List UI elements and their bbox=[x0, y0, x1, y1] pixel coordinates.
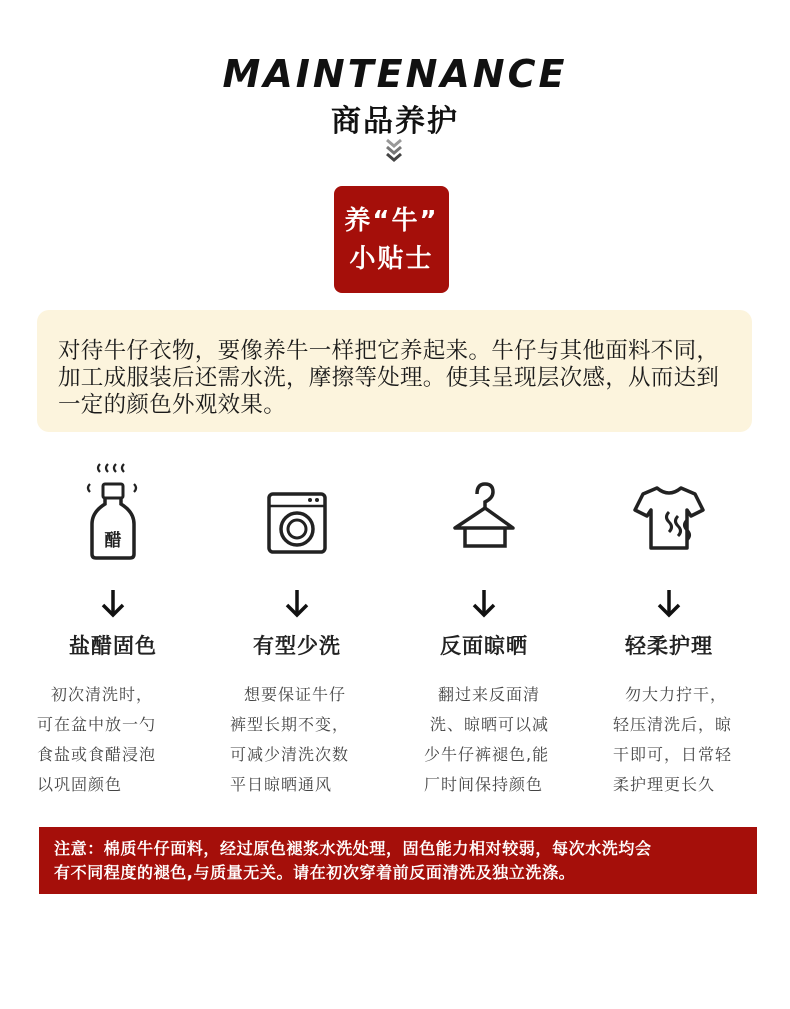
section-title-chinese: 商品养护 bbox=[331, 104, 459, 139]
step-description-line: 轻压清洗后，晾 bbox=[613, 715, 733, 734]
tips-badge bbox=[334, 186, 449, 293]
care-step-salt-vinegar bbox=[23, 462, 203, 794]
step-description-line: 可在盆中放一勺 bbox=[37, 715, 157, 734]
step-title: 轻柔护理 bbox=[625, 634, 713, 658]
step-description-line: 翻过来反面清 bbox=[438, 685, 541, 704]
tips-badge-line2: 小贴士 bbox=[349, 243, 434, 274]
intro-box bbox=[37, 310, 752, 432]
step-description bbox=[37, 680, 187, 800]
arrow-down-icon bbox=[654, 586, 684, 620]
section-title-english: MAINTENANCE bbox=[222, 52, 568, 96]
step-title: 有型少洗 bbox=[253, 634, 341, 658]
arrow-down-icon bbox=[98, 586, 128, 620]
intro-text: 对待牛仔衣物，要像养牛一样把它养起来。牛仔与其他面料不同，加工成服装后还需水洗，摩擦等处理。使其呈现层次感，从而达到一定的颜色外观效果。 bbox=[58, 338, 720, 418]
step-description-line: 裤型长期不变， bbox=[230, 715, 350, 734]
notice-line: 有不同程度的褪色,与质量无关。请在初次穿着前反面清洗及独立洗涤。 bbox=[54, 863, 576, 882]
step-description-line: 想要保证牛仔 bbox=[244, 685, 347, 704]
arrow-down-icon bbox=[469, 586, 499, 620]
step-description bbox=[230, 680, 380, 800]
step-title: 反面晾晒 bbox=[440, 634, 528, 658]
notice-line: 注意：棉质牛仔面料，经过原色褪浆水洗处理，固色能力相对较弱，每次水洗均会 bbox=[54, 839, 652, 858]
step-description-line: 洗、晾晒可以减 bbox=[430, 715, 550, 734]
care-step-less-washing bbox=[207, 462, 387, 794]
step-description-line: 干即可，日常轻 bbox=[613, 745, 733, 764]
step-description-line: 以巩固颜色 bbox=[37, 775, 123, 794]
step-description-line: 厂时间保持颜色 bbox=[424, 775, 544, 794]
care-step-dry-inside-out bbox=[394, 462, 574, 794]
step-description bbox=[424, 680, 574, 800]
step-description-line: 柔护理更长久 bbox=[613, 775, 716, 794]
step-description bbox=[613, 680, 763, 800]
clothes-hanger-icon bbox=[449, 462, 519, 562]
chevron-down-icon bbox=[384, 138, 404, 164]
tips-badge-line1: 养“牛” bbox=[344, 205, 439, 236]
notice-banner bbox=[39, 827, 757, 894]
step-description-line: 食盐或食醋浸泡 bbox=[37, 745, 157, 764]
washing-machine-icon bbox=[262, 462, 332, 562]
step-description-line: 初次清洗时， bbox=[51, 685, 154, 704]
arrow-down-icon bbox=[282, 586, 312, 620]
care-step-gentle-care bbox=[579, 462, 759, 794]
vinegar-bottle-label: 醋 bbox=[104, 531, 122, 551]
step-description-line: 平日晾晒通风 bbox=[230, 775, 333, 794]
step-description-line: 勿大力拧干， bbox=[625, 685, 728, 704]
step-description-line: 可减少清洗次数 bbox=[230, 745, 350, 764]
step-title: 盐醋固色 bbox=[69, 634, 157, 658]
vinegar-bottle-icon bbox=[78, 462, 148, 562]
step-description-line: 少牛仔裤褪色,能 bbox=[424, 745, 550, 764]
t-shirt-icon bbox=[629, 462, 709, 562]
